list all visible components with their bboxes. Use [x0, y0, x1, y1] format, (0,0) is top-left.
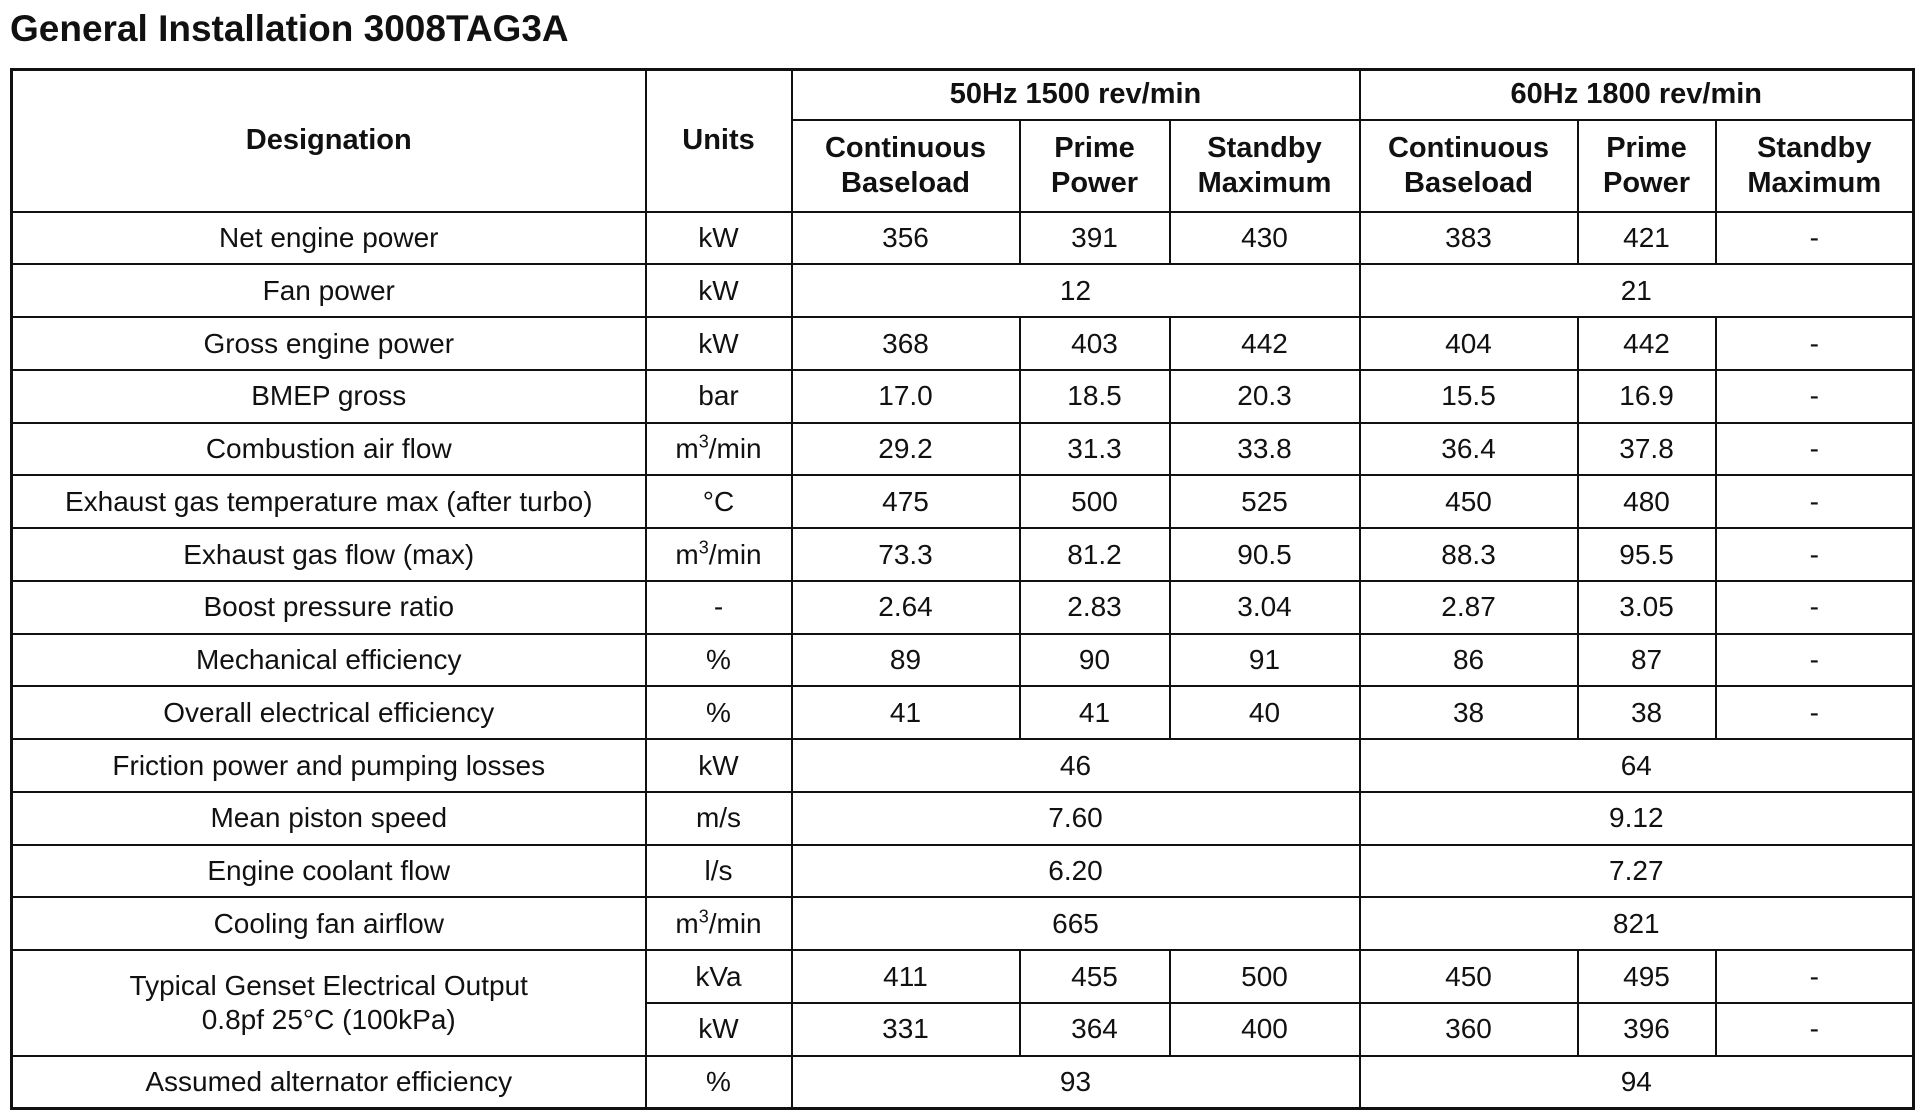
value-cell: 90.5 [1170, 528, 1360, 581]
merged-value-50hz: 7.60 [792, 792, 1360, 845]
merged-value-50hz: 6.20 [792, 845, 1360, 898]
value-cell: 421 [1578, 212, 1716, 265]
value-cell: - [1716, 581, 1914, 634]
table-row [12, 528, 1914, 581]
value-cell: 81.2 [1020, 528, 1170, 581]
unit-cell [646, 370, 792, 423]
designation-cell: Combustion air flow [12, 423, 646, 476]
unit-text: °C [702, 485, 735, 517]
unit-text: m [675, 538, 699, 570]
page-title: General Installation 3008TAG3A [10, 8, 569, 49]
value-cell: 400 [1170, 1003, 1360, 1056]
value-cell: 87 [1578, 634, 1716, 687]
unit-cell [646, 264, 792, 317]
value-cell: - [1716, 423, 1914, 476]
value-cell: 38 [1360, 686, 1578, 739]
unit-cell [646, 1056, 792, 1109]
value-cell: 90 [1020, 634, 1170, 687]
value-cell: 442 [1578, 317, 1716, 370]
value-cell: 364 [1020, 1003, 1170, 1056]
value-cell: 41 [1020, 686, 1170, 739]
designation-cell: Mechanical efficiency [12, 634, 646, 687]
value-cell: 89 [792, 634, 1020, 687]
unit-text: bar [698, 380, 739, 412]
unit-text: kW [698, 327, 739, 359]
value-cell: 2.83 [1020, 581, 1170, 634]
value-cell: 411 [792, 950, 1020, 1003]
value-cell: 2.87 [1360, 581, 1578, 634]
value-cell: 31.3 [1020, 423, 1170, 476]
unit-suffix: /min [708, 907, 762, 939]
header-col-prime-60: Prime Power [1578, 120, 1716, 212]
value-cell: 331 [792, 1003, 1020, 1056]
designation-cell: Fan power [12, 264, 646, 317]
header-col-standby-60: Standby Maximum [1716, 120, 1914, 212]
value-cell: 391 [1020, 212, 1170, 265]
unit-cell [646, 423, 792, 476]
value-cell: 16.9 [1578, 370, 1716, 423]
unit-cell [646, 897, 792, 950]
value-cell: 41 [792, 686, 1020, 739]
unit-cell [646, 212, 792, 265]
header-col-prime-50: Prime Power [1020, 120, 1170, 212]
table-row [12, 950, 1914, 1003]
unit-text: kW [698, 274, 739, 306]
header-col-continuous-60: Continuous Baseload [1360, 120, 1578, 212]
value-cell: 495 [1578, 950, 1716, 1003]
header-units: Units [646, 70, 792, 212]
header-group-50hz: 50Hz 1500 rev/min [792, 70, 1360, 120]
unit-text: - [713, 591, 724, 623]
merged-value-60hz: 21 [1360, 264, 1914, 317]
table-row [12, 475, 1914, 528]
unit-cell [646, 686, 792, 739]
unit-text: m [675, 907, 699, 939]
table-row [12, 792, 1914, 845]
designation-cell [12, 950, 646, 1056]
value-cell: 396 [1578, 1003, 1716, 1056]
header-group-60hz: 60Hz 1800 rev/min [1360, 70, 1914, 120]
unit-text: % [706, 644, 731, 676]
value-cell: 500 [1020, 475, 1170, 528]
unit-superscript: 3 [698, 906, 709, 927]
value-cell: 91 [1170, 634, 1360, 687]
value-cell: 40 [1170, 686, 1360, 739]
designation-cell: Net engine power [12, 212, 646, 265]
table-row [12, 1056, 1914, 1109]
value-cell: 20.3 [1170, 370, 1360, 423]
designation-cell: Exhaust gas flow (max) [12, 528, 646, 581]
value-cell: 404 [1360, 317, 1578, 370]
value-cell: - [1716, 317, 1914, 370]
value-cell: 86 [1360, 634, 1578, 687]
table-row [12, 581, 1914, 634]
value-cell: - [1716, 212, 1914, 265]
value-cell: 3.04 [1170, 581, 1360, 634]
table-row [12, 686, 1914, 739]
value-cell: 430 [1170, 212, 1360, 265]
spec-table [10, 68, 1915, 1110]
unit-text: m/s [695, 802, 742, 834]
designation-cell: Overall electrical efficiency [12, 686, 646, 739]
merged-value-50hz: 12 [792, 264, 1360, 317]
unit-cell [646, 845, 792, 898]
table-row [12, 264, 1914, 317]
value-cell: 88.3 [1360, 528, 1578, 581]
designation-cell: Cooling fan airflow [12, 897, 646, 950]
value-cell: 356 [792, 212, 1020, 265]
unit-cell [646, 739, 792, 792]
value-cell: 29.2 [792, 423, 1020, 476]
designation-cell: Engine coolant flow [12, 845, 646, 898]
unit-superscript: 3 [698, 431, 709, 452]
value-cell: 37.8 [1578, 423, 1716, 476]
merged-value-50hz: 46 [792, 739, 1360, 792]
table-row [12, 634, 1914, 687]
table-row [12, 897, 1914, 950]
value-cell: 73.3 [792, 528, 1020, 581]
unit-cell [646, 317, 792, 370]
value-cell: 2.64 [792, 581, 1020, 634]
unit-suffix: /min [708, 433, 762, 465]
header-designation: Designation [12, 70, 646, 212]
unit-cell [646, 950, 792, 1003]
value-cell: 15.5 [1360, 370, 1578, 423]
designation-cell: BMEP gross [12, 370, 646, 423]
value-cell: 525 [1170, 475, 1360, 528]
value-cell: 383 [1360, 212, 1578, 265]
value-cell: 455 [1020, 950, 1170, 1003]
designation-cell: Assumed alternator efficiency [12, 1056, 646, 1109]
table-row [12, 370, 1914, 423]
unit-cell [646, 634, 792, 687]
table-body [12, 212, 1914, 1109]
value-cell: 368 [792, 317, 1020, 370]
merged-value-60hz: 94 [1360, 1056, 1914, 1109]
table-row [12, 845, 1914, 898]
table-row [12, 739, 1914, 792]
value-cell: 360 [1360, 1003, 1578, 1056]
table-row [12, 423, 1914, 476]
value-cell: - [1716, 1003, 1914, 1056]
merged-value-60hz: 9.12 [1360, 792, 1914, 845]
table-row [12, 317, 1914, 370]
value-cell: 38 [1578, 686, 1716, 739]
unit-superscript: 3 [698, 537, 709, 558]
unit-text: kW [698, 222, 739, 254]
unit-text: kW [698, 1013, 739, 1045]
value-cell: 18.5 [1020, 370, 1170, 423]
genset-label-line2: 0.8pf 25°C (100kPa) [201, 1003, 456, 1035]
value-cell: 480 [1578, 475, 1716, 528]
unit-cell [646, 792, 792, 845]
designation-cell: Friction power and pumping losses [12, 739, 646, 792]
value-cell: - [1716, 634, 1914, 687]
value-cell: 36.4 [1360, 423, 1578, 476]
value-cell: 500 [1170, 950, 1360, 1003]
value-cell: - [1716, 370, 1914, 423]
value-cell: 95.5 [1578, 528, 1716, 581]
value-cell: 442 [1170, 317, 1360, 370]
designation-cell: Gross engine power [12, 317, 646, 370]
value-cell: 475 [792, 475, 1020, 528]
unit-cell [646, 528, 792, 581]
value-cell: 450 [1360, 950, 1578, 1003]
unit-cell [646, 475, 792, 528]
unit-text: l/s [704, 855, 733, 887]
unit-text: kW [698, 749, 739, 781]
value-cell: 403 [1020, 317, 1170, 370]
merged-value-60hz: 7.27 [1360, 845, 1914, 898]
value-cell: 33.8 [1170, 423, 1360, 476]
value-cell: 3.05 [1578, 581, 1716, 634]
header-col-standby-50: Standby Maximum [1170, 120, 1360, 212]
value-cell: 17.0 [792, 370, 1020, 423]
unit-text: % [706, 696, 731, 728]
designation-cell: Mean piston speed [12, 792, 646, 845]
merged-value-60hz: 821 [1360, 897, 1914, 950]
header-col-continuous-50: Continuous Baseload [792, 120, 1020, 212]
unit-cell [646, 581, 792, 634]
unit-text: % [706, 1065, 731, 1097]
value-cell: - [1716, 528, 1914, 581]
value-cell: - [1716, 950, 1914, 1003]
designation-cell: Exhaust gas temperature max (after turbo) [12, 475, 646, 528]
table-row [12, 212, 1914, 265]
unit-suffix: /min [708, 538, 762, 570]
unit-text: m [675, 433, 699, 465]
value-cell: - [1716, 686, 1914, 739]
unit-text: kVa [695, 960, 742, 992]
unit-cell [646, 1003, 792, 1056]
value-cell: 450 [1360, 475, 1578, 528]
value-cell: - [1716, 475, 1914, 528]
merged-value-50hz: 665 [792, 897, 1360, 950]
merged-value-60hz: 64 [1360, 739, 1914, 792]
merged-value-50hz: 93 [792, 1056, 1360, 1109]
designation-cell: Boost pressure ratio [12, 581, 646, 634]
genset-label-line1: Typical Genset Electrical Output [129, 970, 528, 1002]
